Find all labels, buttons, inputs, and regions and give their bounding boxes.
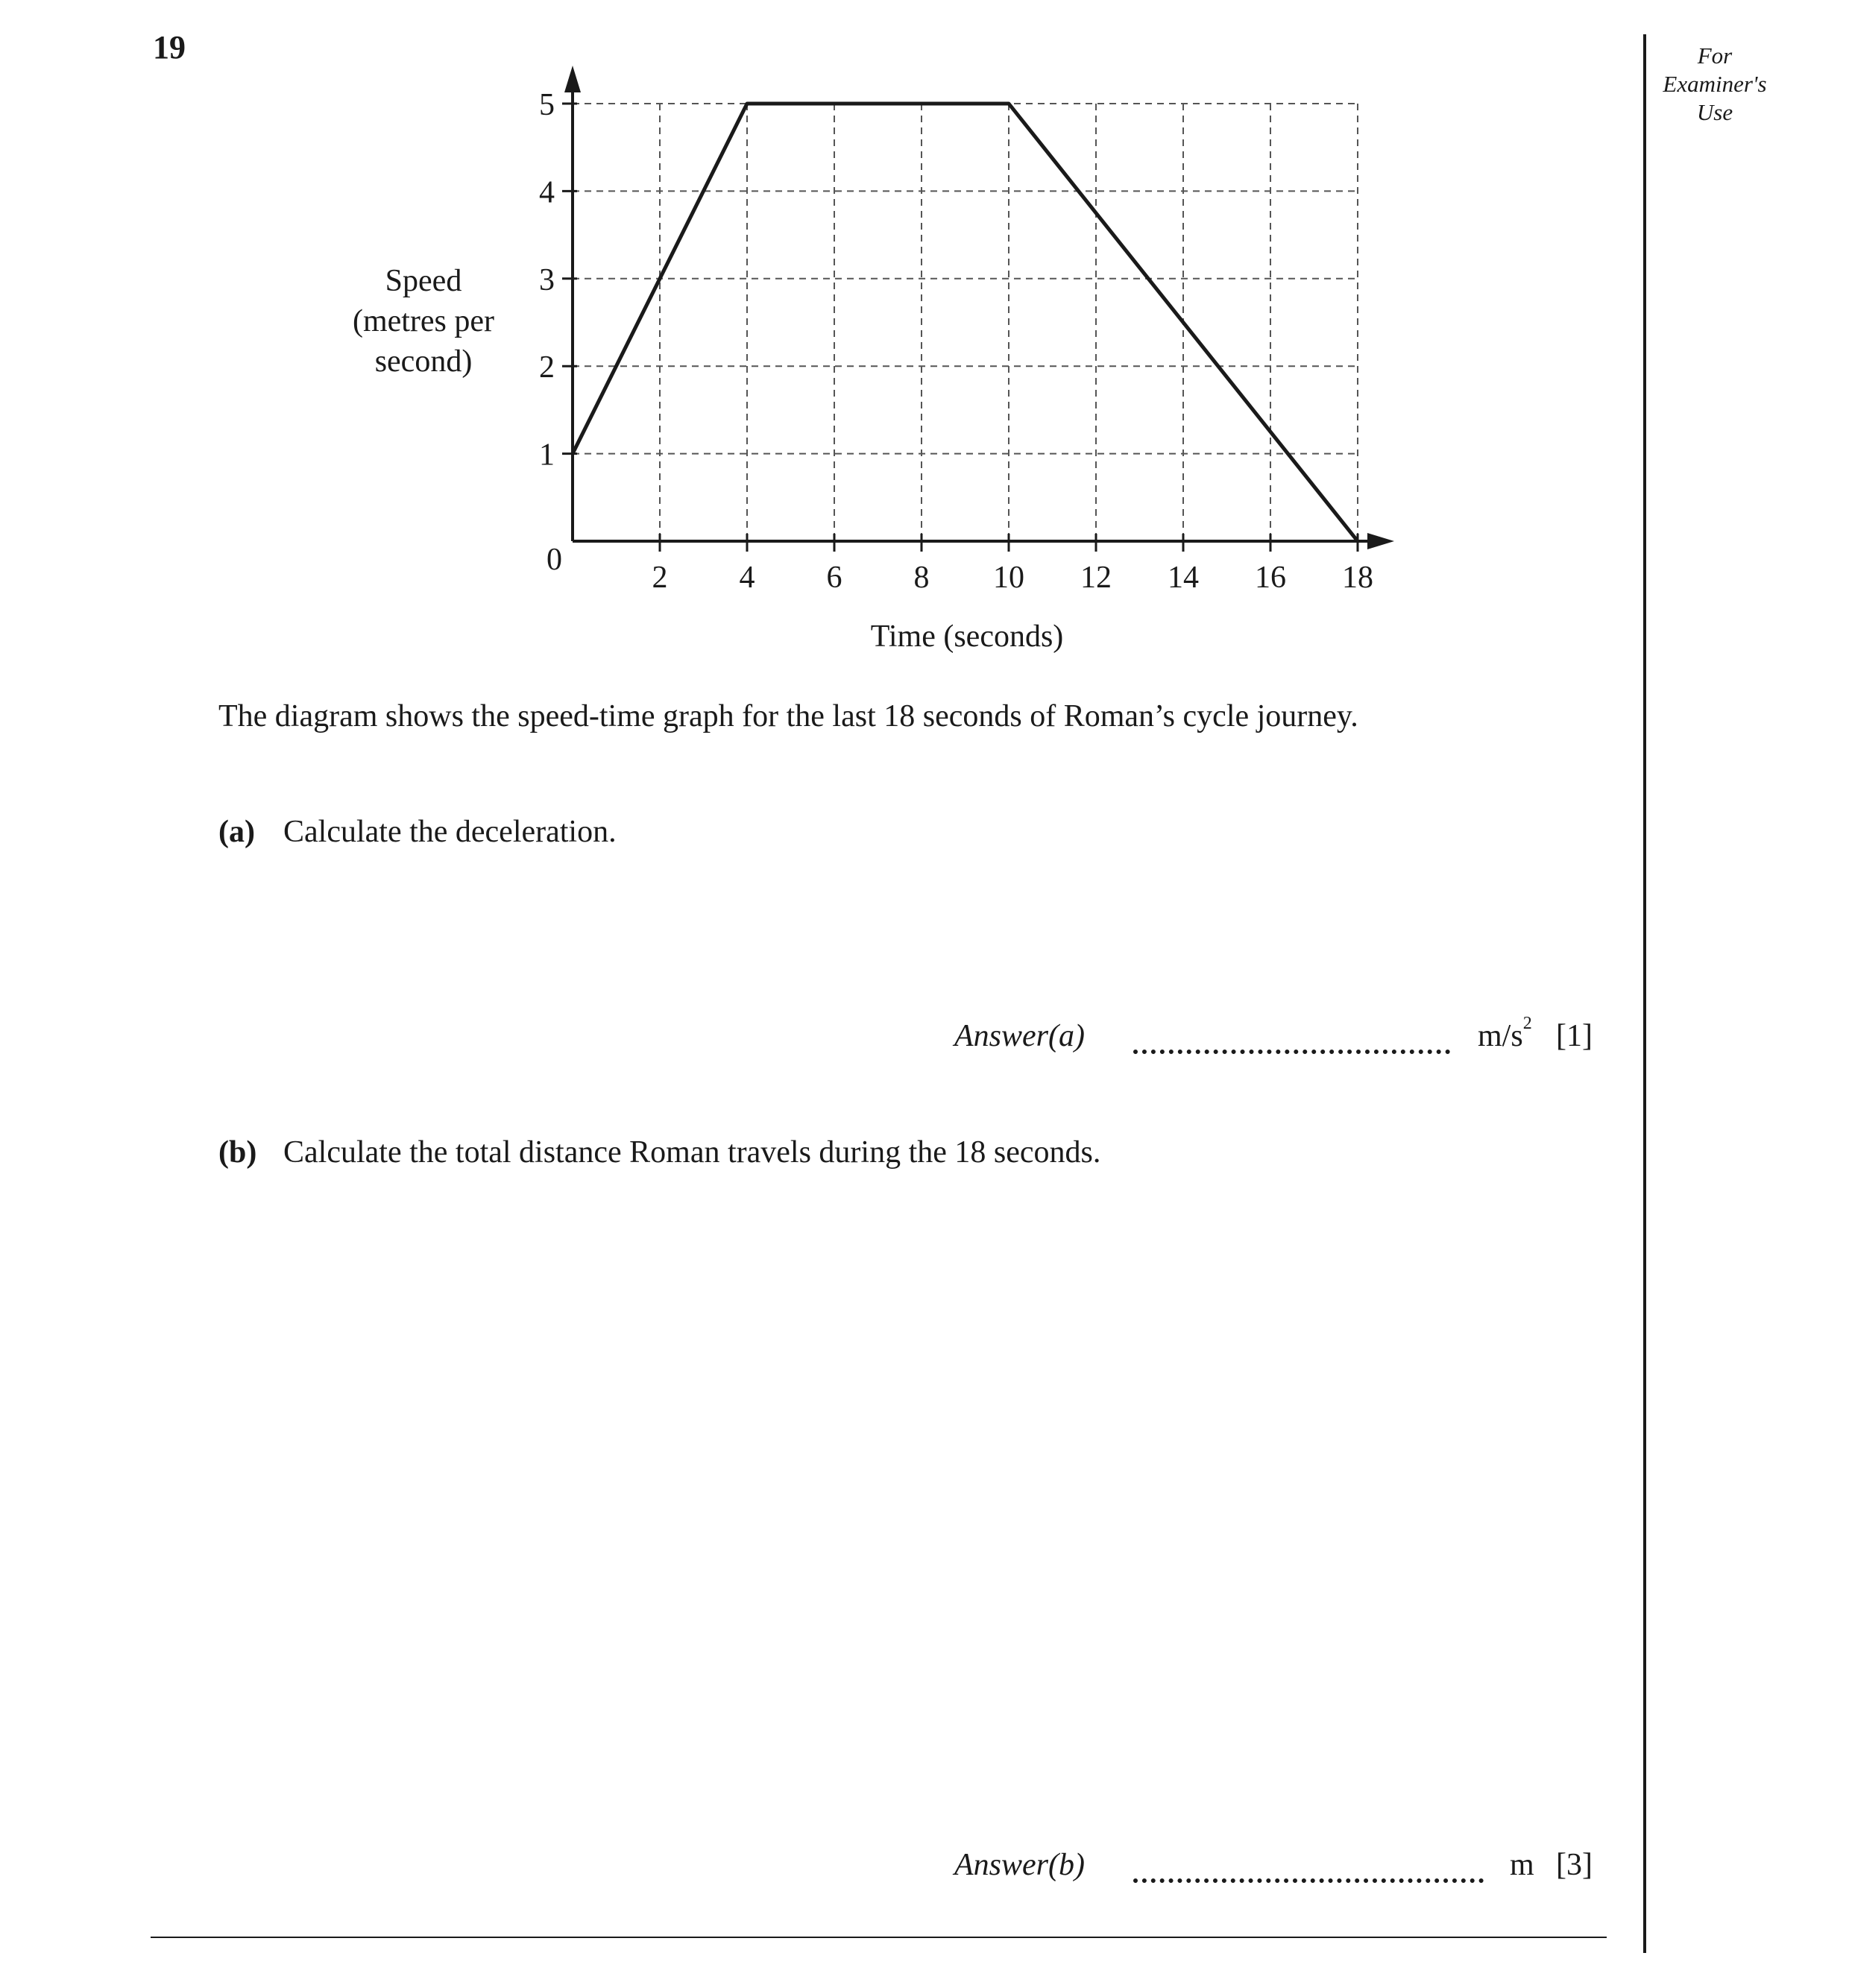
x-axis-arrow [1367,533,1394,549]
answer-a-line[interactable] [1133,1050,1450,1054]
y-tick-label: 2 [539,350,555,385]
question-number: 19 [153,29,186,66]
answer-a-marks: [1] [1556,1019,1593,1053]
origin-label: 0 [546,543,562,577]
x-tick-label: 4 [739,561,755,595]
examiner-note-line: Examiner's [1663,71,1767,97]
y-tick-label: 3 [539,262,555,297]
part-b-question: Calculate the total distance Roman travels during the 18 seconds. [283,1135,1101,1170]
answer-a-unit: $m/s^2$ [1478,1014,1532,1053]
bottom-rule [151,1937,1607,1938]
x-tick-label: 10 [993,561,1024,595]
y-axis-arrow [564,66,581,92]
speed-time-graph [0,0,1849,671]
x-tick-label: 18 [1342,561,1373,595]
y-axis-label: Speed [385,264,462,298]
speed-time-line [573,104,1358,541]
y-tick-label: 5 [539,88,555,122]
answer-b-unit: m [1510,1848,1534,1882]
answer-a-label: Answer(a) [954,1019,1085,1053]
examiner-note-line: For [1697,42,1733,69]
answer-b-marks: [3] [1556,1848,1593,1882]
y-axis-label: (metres per [352,304,495,338]
y-tick-label: 1 [539,438,555,473]
grid-lines [573,104,1358,541]
series-layer [573,104,1358,541]
x-tick-label: 2 [652,561,668,595]
examiner-note-line: Use [1696,99,1733,125]
part-a-letter: (a) [218,815,255,849]
x-tick-label: 12 [1080,561,1112,595]
part-a-question: Calculate the deceleration. [283,815,617,849]
x-tick-label: 6 [826,561,842,595]
x-tick-label: 8 [913,561,930,595]
intro-text: The diagram shows the speed-time graph for the last 18 seconds of Roman’s cycle journey. [218,699,1358,733]
part-b-letter: (b) [218,1135,257,1170]
x-tick-label: 14 [1168,561,1199,595]
tick-marks [562,104,1358,552]
y-tick-label: 4 [539,175,555,210]
x-tick-label: 16 [1255,561,1286,595]
answer-b-line[interactable] [1133,1878,1484,1883]
y-axis-label: second) [374,344,473,379]
answer-b-label: Answer(b) [954,1848,1085,1882]
x-axis-label: Time (seconds) [870,619,1064,654]
